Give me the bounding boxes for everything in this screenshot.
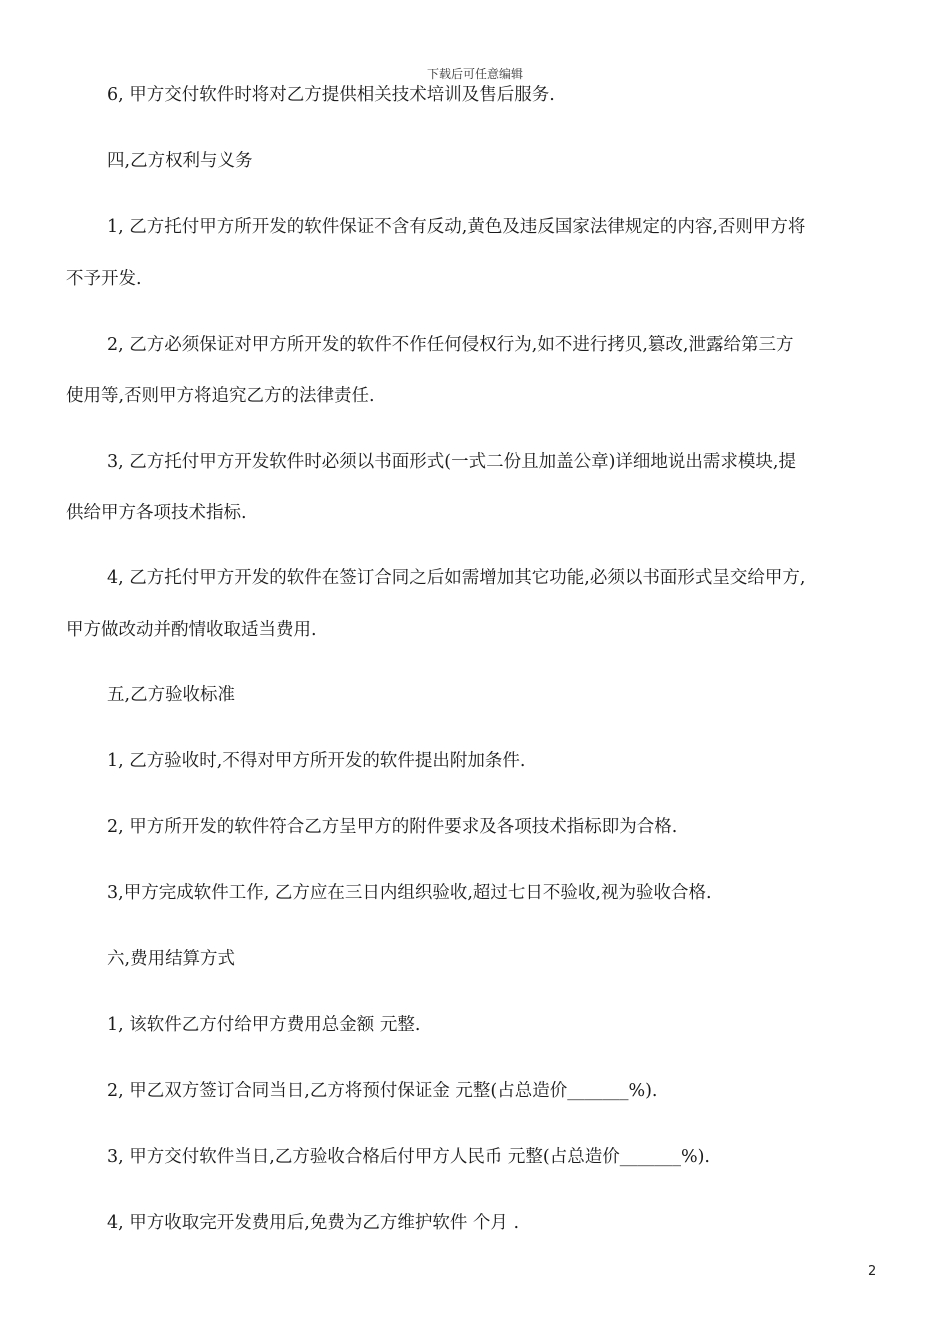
clause-6-3: 3, 甲方交付软件当日,乙方验收合格后付甲方人民币 元整(占总造价_______%). [107, 1147, 710, 1167]
clause-6-1: 1, 该软件乙方付给甲方费用总金额 元整. [107, 1015, 421, 1035]
clause-4-1-line-1: 1, 乙方托付甲方所开发的软件保证不含有反动,黄色及违反国家法律规定的内容,否则甲方将 [107, 217, 806, 237]
section-5-heading: 五,乙方验收标准 [107, 685, 236, 705]
clause-4-2-line-1: 2, 乙方必须保证对甲方所开发的软件不作任何侵权行为,如不进行拷贝,篡改,泄露给第三方 [107, 335, 794, 355]
clause-5-2: 2, 甲方所开发的软件符合乙方呈甲方的附件要求及各项技术指标即为合格. [107, 817, 678, 837]
clause-4-1-line-2: 不予开发. [66, 269, 142, 289]
clause-4-4-line-1: 4, 乙方托付甲方开发的软件在签订合同之后如需增加其它功能,必须以书面形式呈交给甲方, [107, 568, 806, 588]
clause-4-4-line-2: 甲方做改动并酌情收取适当费用. [66, 620, 317, 640]
section-4-heading: 四,乙方权利与义务 [107, 151, 253, 171]
clause-6-4: 4, 甲方收取完开发费用后,免费为乙方维护软件 个月 . [107, 1213, 520, 1233]
clause-6-2: 2, 甲乙双方签订合同当日,乙方将预付保证金 元整(占总造价_______%). [107, 1081, 658, 1101]
clause-4-3-line-2: 供给甲方各项技术指标. [66, 503, 247, 523]
section-6-heading: 六,费用结算方式 [107, 949, 236, 969]
clause-4-3-line-1: 3, 乙方托付甲方开发软件时必须以书面形式(一式二份且加盖公章)详细地说出需求模块,提 [107, 452, 796, 472]
clause-4-2-line-2: 使用等,否则甲方将追究乙方的法律责任. [66, 386, 375, 406]
watermark-header: 下载后可任意编辑 [426, 67, 523, 81]
page-number: 2 [868, 1264, 877, 1279]
clause-5-3: 3,甲方完成软件工作, 乙方应在三日内组织验收,超过七日不验收,视为验收合格. [107, 883, 712, 903]
clause-5-1: 1, 乙方验收时,不得对甲方所开发的软件提出附加条件. [107, 751, 526, 771]
clause-6-delivery-training: 6, 甲方交付软件时将对乙方提供相关技术培训及售后服务. [107, 85, 555, 105]
